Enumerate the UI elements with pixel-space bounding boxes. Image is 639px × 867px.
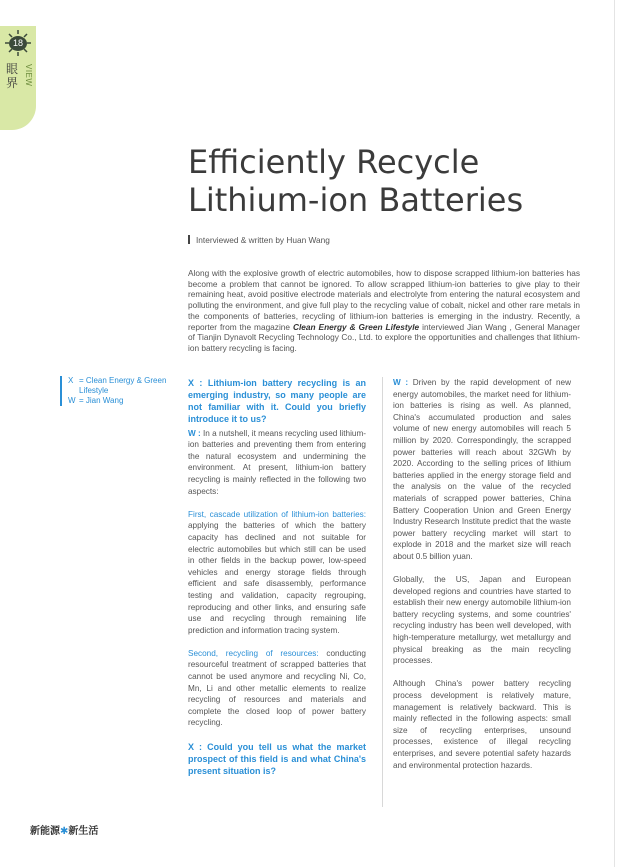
legend-value-w: = Jian Wang (79, 396, 124, 405)
speaker-legend (60, 376, 188, 406)
magazine-logo (30, 822, 98, 837)
column-divider (382, 377, 383, 807)
magazine-name: Clean Energy & Green Lifestyle (292, 321, 420, 332)
intro-text-1: Along with the explosive growth of electric automobiles, how to dispose scrapped lithium-ion batteries has become a problem that cannot be ignored. To allow scrapped lithium-ion batteries to give play to their remaining heat, avoid positive electrode materials and electrolyte from entering the natural ecosystem and polluting the environment, and give full play to the recycling value of cobalt, nickel and other rare metals in the components of batteries, recycling of lithium-ion batteries is emerging in the industry. Recently, a reporter from the magazine (188, 268, 580, 332)
answer-1-text: In a nutshell, it means recycling used lithium-ion batteries and preventing them from entering the natural ecosystem and undermining the environment. At present, lithium-ion battery recycling is mainly reflected in the following two aspects: (188, 428, 366, 496)
legend-value-x: = Clean Energy & Green Lifestyle (79, 376, 167, 395)
title-line-1: Efficiently Recycle (188, 143, 480, 181)
section-tab (0, 26, 36, 130)
speaker-w-2: W : (393, 378, 409, 387)
title-line-2: Lithium-ion Batteries (188, 181, 524, 219)
answer-2 (393, 377, 571, 563)
cascade-text: applying the batteries of which the battery capacity has declined and not suitable for electric automobiles but which still can be used in other fields in the backup power, low-speed vehicles and energy storage fields through efficient and safe disassembly, performance testing and validation, capacity regrouping, reproducing and other links, and ensuring safe use and recycling through remaining life prediction and information tracing system. (188, 521, 366, 635)
answer-1 (188, 428, 366, 498)
paragraph-china: Although China's power battery recycling process development is relatively mature, management is relatively backward. This is mainly reflected in the following aspects: small size of recycling enterprises, unsound processes, existence of illegal recycling enterprises, and severe potential safety hazards and environmental protection hazards. (393, 679, 571, 770)
paragraph-global: Globally, the US, Japan and European developed regions and countries have started to establish their new energy automobile lithium-ion battery recycling systems, and some countries' recycling industry has been well developed, with high-temperature metallurgy, wet metallurgy and physical breaking as the main recycling processes. (393, 575, 571, 666)
section-title-cn: 眼界 (6, 62, 19, 90)
resources-heading: Second, recycling of resources: (188, 648, 319, 658)
section-title-en: VIEW (24, 64, 33, 87)
legend-key-w: W (68, 396, 76, 405)
logo-text-left: 新能源 (30, 826, 60, 837)
byline (188, 235, 330, 245)
intro-paragraph (188, 268, 580, 354)
legend-row-x (68, 376, 188, 396)
resources-text: conducting resourceful treatment of scrapped batteries that cannot be used anymore and recycling Ni, Co, Mn, Li and other metallic elements to realize recycling of resources and materials and complete the closed loop of power battery recycling. (188, 648, 366, 728)
intro-text-2: interviewed Jian Wang , General Manager of Tianjin Dynavolt Recycling Technology Co., Ltd. to explore the opportunities and challenges that lithium-ion battery recycling is facing. (188, 321, 581, 353)
question-2: X : Could you tell us what the market prospect of this field is and what China's present situation is? (188, 741, 366, 776)
logo-text-right: 新生活 (68, 826, 99, 837)
article-title (188, 143, 608, 219)
byline-text: Interviewed & written by Huan Wang (196, 235, 330, 245)
paragraph-cascade (188, 509, 366, 637)
speaker-w: W : (188, 428, 201, 438)
left-column (188, 377, 366, 788)
question-1: X : Lithium-ion battery recycling is an emerging industry, so many people are not familiar with it. Could you briefly introduce it to us? (188, 378, 366, 424)
paragraph-resources (188, 648, 366, 729)
answer-2-text: Driven by the rapid development of new energy automobiles, the market need for lithium-ion batteries is rising as well. As planned, China's accumulated production and sales volume of new energy automobiles will reach 5 million by 2020. Correspondingly, the scrapped power batteries will reach about 32GWh by 2020. According to the selling prices of lithium batteries applied in the energy storage field and the analysis on the value of the recycled materials of scrapped power batteries, China Battery Cooperation Union and Green Energy Industry Research Institute predict that the waste power battery recycling market will start to explode in 2018 and the market size will reach about 0.5 billion yuan. (393, 378, 571, 561)
cascade-heading: First, cascade utilization of lithium-ion batteries: (188, 509, 366, 519)
legend-key-x: X (68, 376, 74, 385)
right-column (393, 377, 571, 783)
legend-row-w (68, 396, 188, 406)
page-edge-rule (614, 0, 615, 867)
byline-bar (188, 235, 190, 244)
page-number: 18 (9, 36, 27, 51)
logo-star-icon: ✱ (60, 826, 69, 837)
